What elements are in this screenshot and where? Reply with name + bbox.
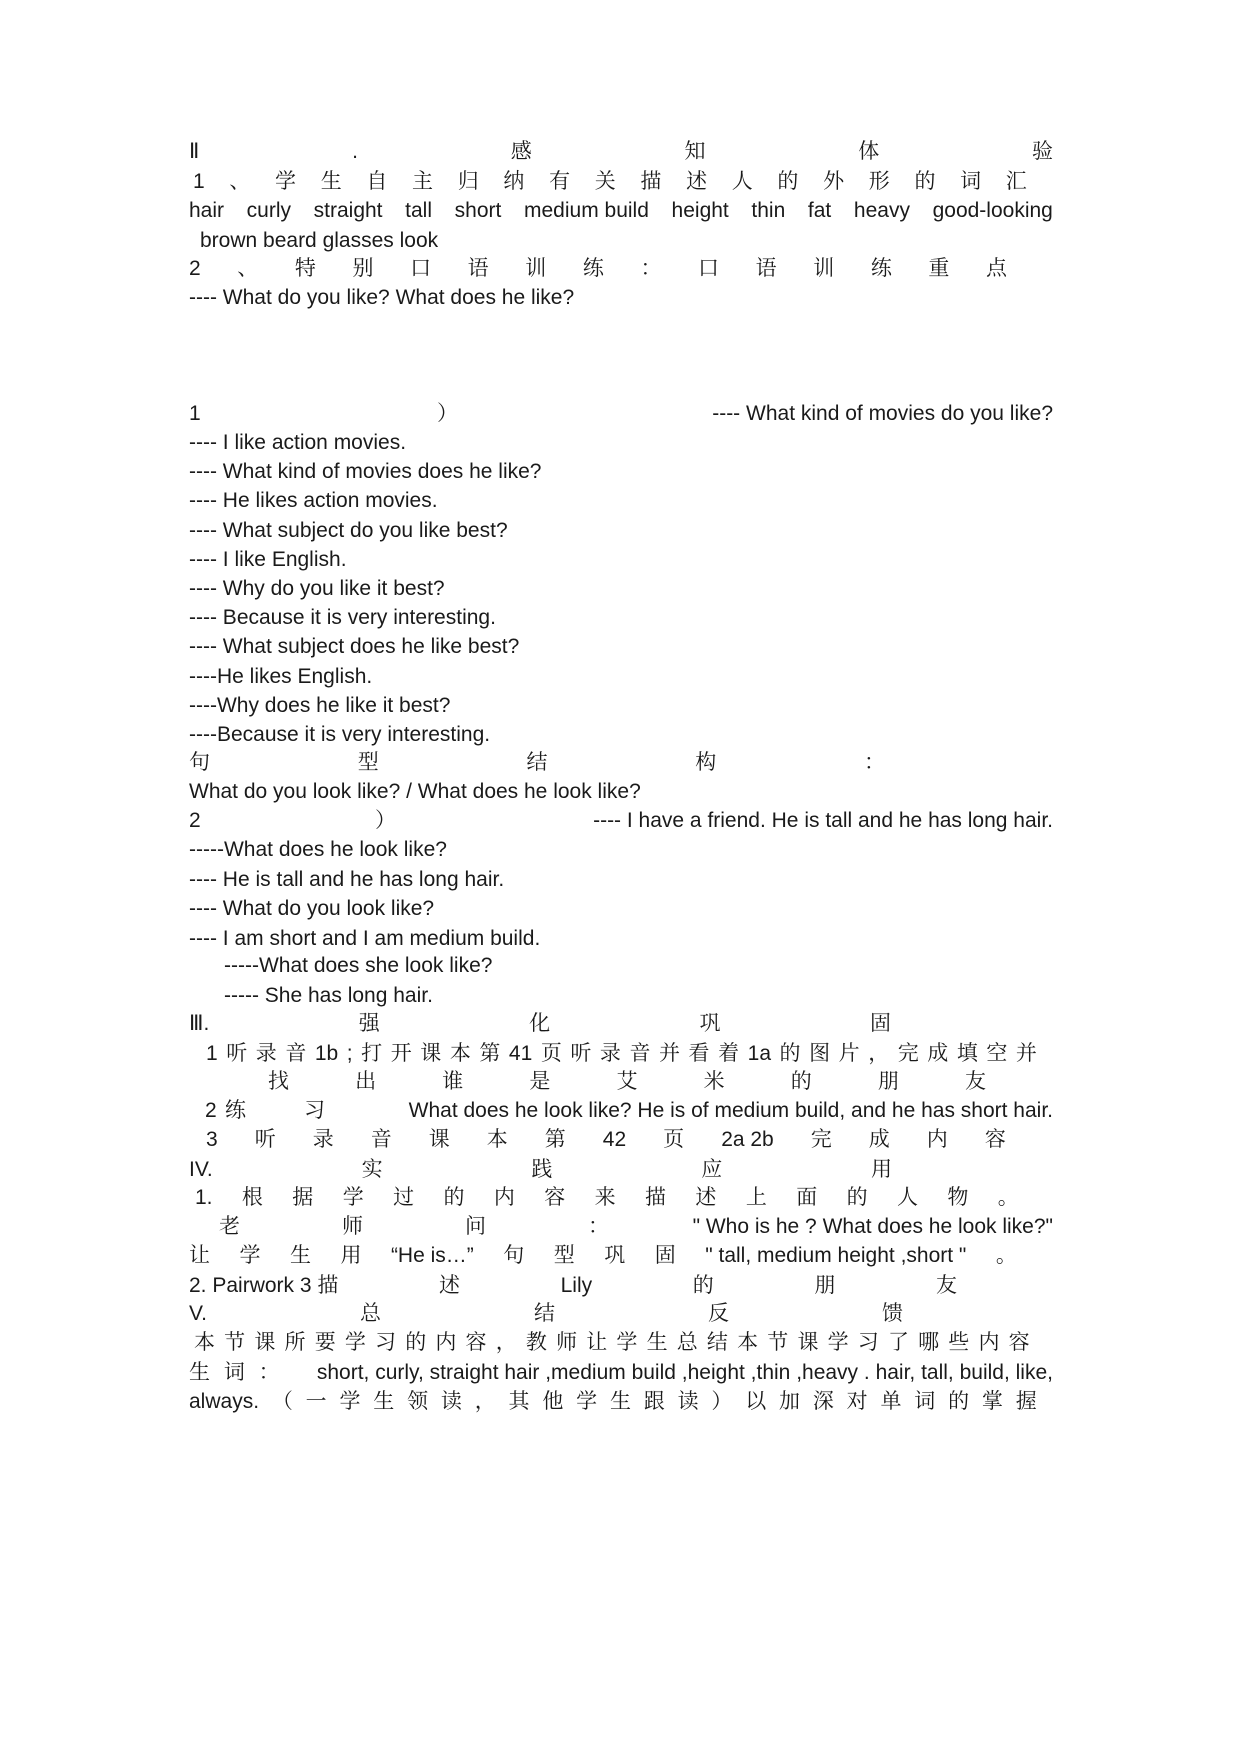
text-token: 。	[997, 1186, 1019, 1209]
text-token: 验	[1031, 140, 1053, 163]
text-token: 构	[695, 751, 717, 774]
text-token: 用	[871, 1158, 892, 1181]
text-token: 课	[797, 1331, 819, 1354]
text-token: 掌	[981, 1390, 1003, 1413]
text-token: 主	[412, 170, 434, 193]
text-token: short	[454, 199, 502, 222]
text-token: 来	[594, 1186, 616, 1209]
text-token: ：	[864, 751, 885, 774]
text-token: 跟	[643, 1390, 665, 1413]
text-token: 朋	[877, 1070, 899, 1093]
dialog-line: ---- Why do you like it best?	[189, 577, 445, 600]
text-token: 的	[443, 1186, 465, 1209]
text-token: 述	[695, 1186, 717, 1209]
text-token: 2a 2b	[721, 1128, 774, 1151]
text-token: 实	[361, 1158, 383, 1181]
text-token: 点	[986, 257, 1007, 280]
text-token: 第	[479, 1042, 501, 1065]
text-token: 填	[956, 1042, 978, 1065]
text-token: 出	[355, 1070, 377, 1093]
dialog-line: ---- What kind of movies does he like?	[189, 460, 542, 483]
text-token: 描	[645, 1186, 667, 1209]
section-4-item-1	[195, 1184, 1019, 1212]
text-token: " tall, medium height ,short "	[705, 1244, 967, 1267]
text-token: 的	[948, 1390, 970, 1413]
dialog-line: -----What does he look like?	[189, 838, 447, 861]
text-token: 外	[823, 170, 845, 193]
text-token: 教	[525, 1331, 547, 1354]
text-token: 据	[292, 1186, 314, 1209]
vocab-line-2: brown beard glasses look	[200, 229, 439, 252]
text-token: ：	[588, 1215, 609, 1238]
text-token: 让	[586, 1331, 608, 1354]
text-token: 练	[225, 1099, 246, 1122]
dialog-line: ---- I like English.	[189, 548, 347, 571]
section-5-line-1	[194, 1329, 1030, 1357]
dialog-1-paren: ）	[437, 402, 458, 425]
text-token: Lily	[560, 1274, 593, 1297]
text-token: 应	[701, 1158, 723, 1181]
text-token: 馈	[881, 1302, 903, 1325]
text-token: 容	[1008, 1331, 1030, 1354]
text-token: 反	[707, 1302, 729, 1325]
text-token: 录	[599, 1042, 621, 1065]
text-token: 汇	[1005, 170, 1027, 193]
text-token: 2	[189, 257, 201, 280]
text-token: 一	[305, 1390, 327, 1413]
text-token: 知	[684, 140, 706, 163]
text-token: always.	[189, 1390, 260, 1413]
section-5-line-2	[189, 1359, 1053, 1387]
text-token: 空	[986, 1042, 1008, 1065]
text-token: good-looking	[932, 199, 1053, 222]
text-token: 句	[189, 751, 210, 774]
text-token: 、	[229, 170, 251, 193]
text-token: 学	[576, 1390, 598, 1413]
dialog-line: ---- I am short and I am medium build.	[189, 927, 541, 950]
text-token: 些	[948, 1331, 970, 1354]
text-token: 本	[737, 1331, 759, 1354]
text-token: 听	[254, 1128, 276, 1151]
dialog-line: ---- What do you look like?	[189, 897, 435, 920]
text-token: 述	[686, 170, 708, 193]
text-token: 有	[549, 170, 571, 193]
text-token: 练	[870, 257, 892, 280]
text-token: 找	[268, 1070, 289, 1093]
text-token: 语	[467, 257, 489, 280]
section-4-item-2	[189, 1272, 957, 1300]
text-token: 物	[947, 1186, 969, 1209]
text-token: 图	[809, 1042, 831, 1065]
dialog-line: ----He likes English.	[189, 665, 373, 688]
question-like: ---- What do you like? What does he like?	[189, 286, 575, 309]
text-token: 述	[439, 1274, 460, 1297]
text-token: 录	[312, 1128, 334, 1151]
text-token: 。	[995, 1244, 1017, 1267]
section-3-item-1a	[206, 1040, 1037, 1068]
text-token: ，	[868, 1042, 890, 1065]
dialog-line-indented: -----What does she look like?	[224, 954, 493, 977]
section-5-heading	[189, 1300, 903, 1328]
text-token: 完	[810, 1128, 832, 1151]
text-token: 的	[790, 1070, 812, 1093]
text-token: 问	[465, 1215, 486, 1238]
text-token: 口	[698, 257, 720, 280]
text-token: 1a	[747, 1042, 771, 1065]
text-token: 读	[440, 1390, 462, 1413]
text-token: 词	[914, 1390, 936, 1413]
text-token: 师	[556, 1331, 578, 1354]
text-token: 感	[510, 140, 532, 163]
text-token: 并	[1015, 1042, 1037, 1065]
section-3-heading	[189, 1010, 891, 1038]
text-token: 总	[359, 1302, 381, 1325]
item-2-number: 2	[205, 1099, 217, 1122]
text-token: 内	[493, 1186, 515, 1209]
text-token: 听	[570, 1042, 592, 1065]
text-token: 的	[405, 1331, 427, 1354]
text-token: 内	[926, 1128, 948, 1151]
text-token: 用	[340, 1244, 362, 1267]
structure-heading	[189, 749, 885, 777]
text-token: 课	[254, 1331, 276, 1354]
section-5-line-3	[189, 1388, 1037, 1416]
text-token: 录	[255, 1042, 277, 1065]
text-token: 纳	[503, 170, 525, 193]
text-token: “He is…”	[390, 1244, 474, 1267]
text-token: 读	[677, 1390, 699, 1413]
text-token: 本	[194, 1331, 215, 1354]
dialog-line: ---- I like action movies.	[189, 431, 407, 454]
text-token: 练	[582, 257, 604, 280]
dialog-2-statement: ---- I have a friend. He is tall and he has long hair.	[593, 809, 1053, 832]
text-token: 以	[745, 1390, 767, 1413]
text-token: heavy	[853, 199, 910, 222]
text-token: 容	[465, 1331, 487, 1354]
text-token: 2. Pairwork 3 描	[189, 1274, 339, 1297]
text-token: 结	[526, 751, 548, 774]
text-token: 生	[646, 1331, 668, 1354]
text-token: 巩	[699, 1012, 721, 1035]
text-token: 对	[846, 1390, 868, 1413]
text-token: 的	[846, 1186, 868, 1209]
text-token: 哪	[918, 1331, 940, 1354]
text-token: 开	[390, 1042, 412, 1065]
text-token: 关	[594, 170, 616, 193]
text-token: 友	[935, 1274, 957, 1297]
dialog-line: ---- What subject does he like best?	[189, 635, 520, 658]
text-token: 领	[407, 1390, 429, 1413]
dialog-1-number: 1	[189, 402, 201, 425]
text-token: 结	[706, 1331, 728, 1354]
text-token: 加	[779, 1390, 801, 1413]
section-2-item-1	[193, 168, 1027, 196]
text-token: height	[671, 199, 729, 222]
dialog-line: ---- What subject do you like best?	[189, 519, 508, 542]
text-token: 巩	[604, 1244, 626, 1267]
dialog-line-indented: ----- She has long hair.	[224, 984, 433, 1007]
text-token: 自	[366, 170, 388, 193]
new-words-list: short, curly, straight hair ,medium build ,height ,thin ,heavy . hair, tall, build, like,	[316, 1361, 1053, 1384]
text-token: 容	[984, 1128, 1006, 1151]
text-token: 学	[239, 1244, 261, 1267]
text-token: 学	[275, 170, 297, 193]
text-token: 1b	[314, 1042, 339, 1065]
section-2-heading	[189, 138, 1053, 166]
text-token: 朋	[814, 1274, 836, 1297]
text-token: 训	[813, 257, 835, 280]
text-token: 单	[880, 1390, 902, 1413]
text-token: 固	[654, 1244, 676, 1267]
text-token: 师	[342, 1215, 363, 1238]
text-token: 页	[540, 1042, 562, 1065]
text-token: 人	[896, 1186, 918, 1209]
text-token: 学	[339, 1390, 361, 1413]
text-token: 页	[663, 1128, 685, 1151]
text-token: 第	[544, 1128, 566, 1151]
text-token: 人	[731, 170, 753, 193]
text-token: 音	[629, 1042, 651, 1065]
text-token: 的	[692, 1274, 714, 1297]
text-token: 结	[533, 1302, 555, 1325]
text-token: 音	[285, 1042, 307, 1065]
text-token: 强	[358, 1012, 380, 1035]
dialog-line: ---- He is tall and he has long hair.	[189, 868, 505, 891]
text-token: 学	[342, 1186, 364, 1209]
text-token: 学	[344, 1331, 366, 1354]
text-token: 习	[375, 1331, 397, 1354]
item-2-text: What does he look like? He is of medium build, and he has short hair.	[408, 1099, 1053, 1122]
text-token: 型	[553, 1244, 575, 1267]
text-token: 习	[857, 1331, 879, 1354]
text-token: 化	[529, 1012, 551, 1035]
text-token: 型	[357, 751, 379, 774]
text-token: IV.	[189, 1158, 213, 1181]
text-token: medium build	[524, 199, 649, 222]
text-token: 习	[304, 1099, 325, 1122]
text-token: 节	[224, 1331, 246, 1354]
vocab-line-1	[189, 197, 1053, 225]
section-3-item-1b	[268, 1068, 986, 1096]
text-token: 音	[370, 1128, 392, 1151]
text-token: 践	[531, 1158, 553, 1181]
text-token: 老	[219, 1215, 240, 1238]
text-token: 形	[868, 170, 890, 193]
text-token: ，	[474, 1390, 496, 1413]
text-token: 面	[796, 1186, 818, 1209]
dialog-2-number: 2	[189, 809, 201, 832]
text-token: curly	[246, 199, 292, 222]
text-token: 描	[640, 170, 662, 193]
text-token: 根	[241, 1186, 263, 1209]
dialog-2-first-line	[189, 807, 1053, 835]
text-token: 并	[659, 1042, 680, 1065]
dialog-line: ---- Because it is very interesting.	[189, 606, 496, 629]
text-token: （	[271, 1390, 293, 1413]
text-token: ）	[711, 1390, 733, 1413]
text-token: 完	[897, 1042, 919, 1065]
text-token: 体	[858, 140, 880, 163]
text-token: 容	[544, 1186, 566, 1209]
text-token: 生	[609, 1390, 631, 1413]
text-token: 42	[602, 1128, 627, 1151]
structure-sentence: What do you look like? / What does he look like?	[189, 780, 641, 803]
text-token: 所	[284, 1331, 306, 1354]
item-2-label	[225, 1097, 325, 1125]
text-token: 学	[616, 1331, 638, 1354]
text-token: 过	[393, 1186, 415, 1209]
text-token: 词	[960, 170, 982, 193]
text-token: 的	[914, 170, 936, 193]
section-2-item-2	[189, 255, 1007, 283]
text-token: 是	[529, 1070, 551, 1093]
text-token: Ⅱ	[189, 140, 200, 163]
text-token: 课	[428, 1128, 450, 1151]
text-token: 友	[965, 1070, 986, 1093]
dialog-2-paren: ）	[375, 809, 396, 832]
text-token: 深	[812, 1390, 834, 1413]
text-token: 别	[352, 257, 374, 280]
text-token: 握	[1015, 1390, 1037, 1413]
text-token: fat	[807, 199, 832, 222]
text-token: 归	[457, 170, 479, 193]
text-token: V.	[189, 1302, 207, 1325]
text-token: 41	[508, 1042, 533, 1065]
text-token: straight	[313, 199, 383, 222]
text-token: 成	[868, 1128, 890, 1151]
text-token: 的	[777, 170, 799, 193]
text-token: thin	[751, 199, 786, 222]
text-token: 节	[767, 1331, 789, 1354]
dialog-line: ----Because it is very interesting.	[189, 723, 491, 746]
text-token: 1	[193, 170, 205, 193]
text-token: 固	[869, 1012, 891, 1035]
text-token: 3	[206, 1128, 218, 1151]
text-token: ;	[346, 1042, 353, 1065]
teacher-question: " Who is he ? What does he look like?"	[692, 1215, 1053, 1238]
text-token: 内	[435, 1331, 457, 1354]
text-token: 、	[237, 257, 259, 280]
text-token: 片	[838, 1042, 860, 1065]
dialog-1-first-line	[189, 400, 1053, 428]
text-token: 着	[718, 1042, 740, 1065]
text-token: 句	[503, 1244, 525, 1267]
text-token: 让	[189, 1244, 210, 1267]
text-token: 的	[779, 1042, 801, 1065]
new-words-label: 生 词 ：	[189, 1361, 284, 1384]
text-token: ，	[495, 1331, 517, 1354]
text-token: ：	[640, 257, 662, 280]
text-token: 训	[525, 257, 547, 280]
dialog-1-question: ---- What kind of movies do you like?	[712, 402, 1053, 425]
text-token: 其	[508, 1390, 530, 1413]
text-token: 谁	[442, 1070, 464, 1093]
section-4-heading	[189, 1156, 892, 1184]
text-token: 学	[827, 1331, 849, 1354]
text-token: 他	[542, 1390, 564, 1413]
let-students-line	[189, 1242, 1017, 1270]
text-token: 重	[928, 257, 950, 280]
text-token: 内	[978, 1331, 1000, 1354]
text-token: 听	[226, 1042, 248, 1065]
dialog-line: ----Why does he like it best?	[189, 694, 451, 717]
text-token: 特	[294, 257, 316, 280]
text-token: 上	[745, 1186, 767, 1209]
text-token: 1.	[195, 1186, 213, 1209]
text-token: 要	[314, 1331, 336, 1354]
text-token: 打	[361, 1042, 383, 1065]
text-token: 了	[887, 1331, 909, 1354]
text-token: tall	[405, 199, 433, 222]
text-token: 生	[320, 170, 342, 193]
text-token: 成	[927, 1042, 949, 1065]
text-token: .	[352, 140, 358, 163]
text-token: 1	[206, 1042, 218, 1065]
teacher-asks	[219, 1213, 609, 1241]
text-token: 艾	[616, 1070, 638, 1093]
text-token: 本	[449, 1042, 471, 1065]
text-token: 口	[410, 257, 432, 280]
text-token: Ⅲ.	[189, 1012, 210, 1035]
text-token: hair	[189, 199, 225, 222]
text-token: 生	[289, 1244, 311, 1267]
text-token: 米	[703, 1070, 725, 1093]
dialog-line: ---- He likes action movies.	[189, 489, 438, 512]
text-token: 生	[373, 1390, 395, 1413]
text-token: 课	[420, 1042, 442, 1065]
text-token: 看	[688, 1042, 710, 1065]
text-token: 本	[486, 1128, 508, 1151]
section-3-item-3	[206, 1126, 1006, 1154]
text-token: 总	[676, 1331, 698, 1354]
text-token: 语	[755, 257, 777, 280]
